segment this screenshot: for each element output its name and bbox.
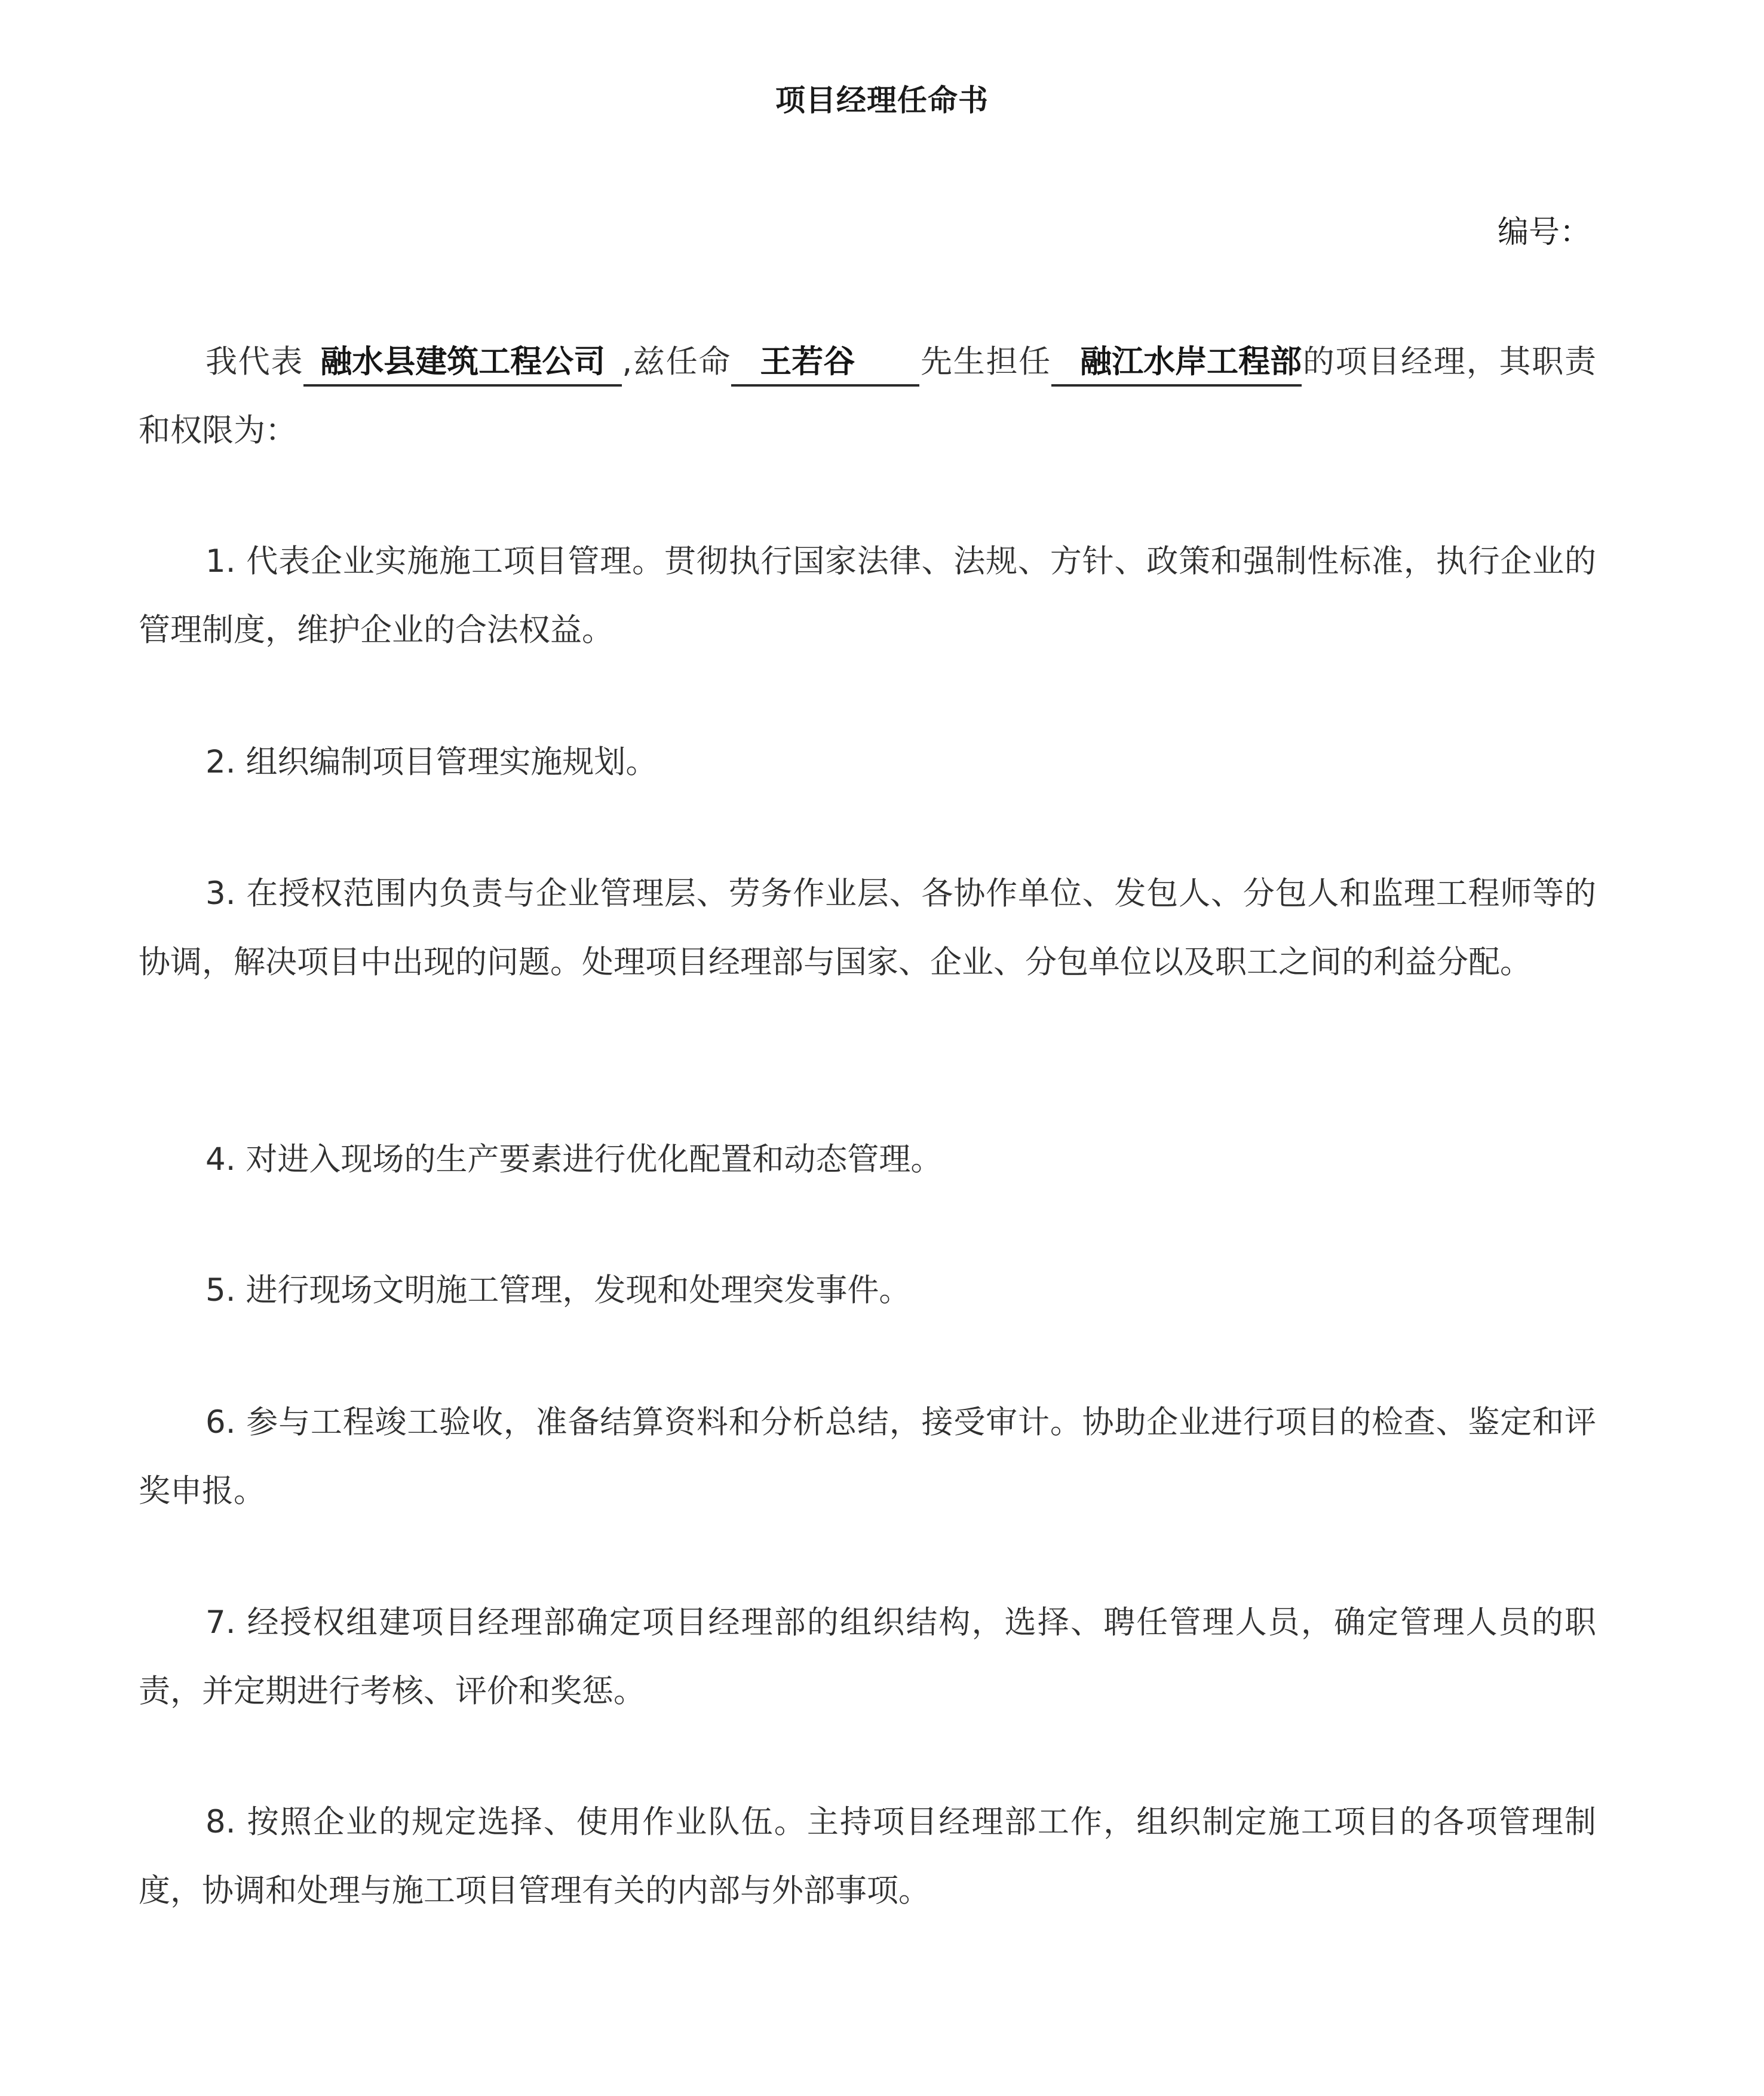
duty-item-2 [139, 728, 1596, 796]
duty-item-number: 1. [205, 543, 236, 580]
duty-item-text: 进行现场文明施工管理，发现和处理突发事件。 [246, 1272, 911, 1309]
company-name-field: 融水县建筑工程公司 [303, 341, 622, 387]
intro-middle-2: 先生担任 [919, 344, 1052, 380]
duty-item-number: 5. [205, 1272, 236, 1309]
duty-item-8 [139, 1788, 1596, 1925]
appointee-name-field: 王若谷 [731, 341, 919, 387]
duty-item-text: 组织编制项目管理实施规划。 [246, 744, 658, 780]
duty-item-text: 在授权范围内负责与企业管理层、劳务作业层、各协作单位、发包人、分包人和监理工程师等的协调，解决项目中出现的问题。处理项目经理部与国家、企业、分包单位以及职工之间的利益分配。 [139, 875, 1596, 980]
duty-item-5 [139, 1256, 1596, 1325]
department-name-field: 融江水岸工程部 [1051, 341, 1302, 387]
duty-item-text: 对进入现场的生产要素进行优化配置和动态管理。 [246, 1141, 943, 1178]
duty-item-text: 经授权组建项目经理部确定项目经理部的组织结构，选择、聘任管理人员，确定管理人员的职责，并定期进行考核、评价和奖惩。 [139, 1604, 1596, 1709]
duty-item-text: 代表企业实施施工项目管理。贯彻执行国家法律、法规、方针、政策和强制性标准，执行企业的管理制度，维护企业的合法权益。 [139, 543, 1596, 648]
duty-item-number: 7. [205, 1604, 236, 1641]
duty-item-number: 4. [205, 1141, 236, 1178]
duty-item-3 [139, 859, 1596, 997]
duty-item-6 [139, 1388, 1596, 1525]
duty-item-1 [139, 527, 1596, 664]
duty-item-number: 3. [205, 875, 236, 912]
duty-item-4 [139, 1125, 1596, 1194]
intro-middle-1: ,兹任命 [622, 344, 732, 380]
appointment-intro-paragraph [139, 327, 1596, 465]
document-title: 项目经理任命书 [775, 83, 989, 118]
duty-item-text: 按照企业的规定选择、使用作业队伍。主持项目经理部工作，组织制定施工项目的各项管理制度，协调和处理与施工项目管理有关的内部与外部事项。 [139, 1804, 1596, 1909]
document-number-label: 编号： [1497, 214, 1591, 250]
intro-suffix: 的项目经理，其职责和权限为： [139, 344, 1596, 449]
intro-prefix: 我代表 [205, 344, 304, 380]
duty-item-text: 参与工程竣工验收，准备结算资料和分析总结，接受审计。协助企业进行项目的检查、鉴定和评奖申报。 [139, 1404, 1596, 1509]
duty-item-number: 2. [205, 744, 236, 780]
duty-item-7 [139, 1588, 1596, 1726]
duty-item-number: 8. [205, 1804, 236, 1840]
duty-item-number: 6. [205, 1404, 236, 1441]
